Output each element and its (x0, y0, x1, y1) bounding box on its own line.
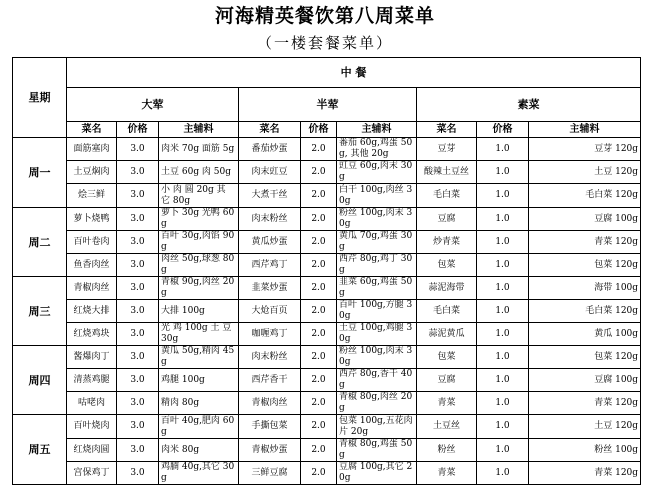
dish-big-price: 3.0 (117, 439, 159, 462)
dish-big-price: 3.0 (117, 346, 159, 369)
dish-veg-ingredients: 豆腐 100g (529, 208, 641, 231)
dish-veg-price: 1.0 (477, 161, 529, 184)
dish-veg-name: 豆腐 (417, 208, 477, 231)
dish-big-price: 3.0 (117, 161, 159, 184)
table-row (13, 369, 641, 392)
table-row (13, 161, 641, 184)
dish-half-price: 2.0 (301, 208, 337, 231)
dish-veg-price: 1.0 (477, 138, 529, 161)
column-header-price: 价格 (117, 122, 159, 138)
dish-veg-price: 1.0 (477, 231, 529, 254)
dish-big-ingredients: 萝卜 30g 光鸭 60g (159, 208, 239, 231)
dish-big-name: 红烧肉圆 (67, 439, 117, 462)
dish-veg-name: 毛白菜 (417, 184, 477, 208)
dish-big-price: 3.0 (117, 392, 159, 415)
column-header-ingredients: 主辅料 (337, 122, 417, 138)
dish-big-name: 宫保鸡丁 (67, 462, 117, 485)
dish-half-name: 青椒炒蛋 (239, 439, 301, 462)
dish-big-ingredients: 小 肉 圆 20g 其 它 80g (159, 184, 239, 208)
dish-big-name: 红烧大排 (67, 300, 117, 323)
dish-big-price: 3.0 (117, 462, 159, 485)
table-row (13, 462, 641, 485)
table-row (13, 323, 641, 346)
dish-half-ingredients: 豆腐 100g,其它 20g (337, 462, 417, 485)
dish-half-ingredients: 西芹 80g,香干 40g (337, 369, 417, 392)
dish-veg-name: 毛白菜 (417, 300, 477, 323)
table-row (13, 277, 641, 300)
dish-veg-name: 土豆丝 (417, 415, 477, 439)
dish-half-ingredients: 韭菜 60g,鸡蛋 50g (337, 277, 417, 300)
dish-big-ingredients: 青椒 90g,肉丝 20g (159, 277, 239, 300)
dish-veg-name: 青菜 (417, 462, 477, 485)
dish-veg-name: 包菜 (417, 254, 477, 277)
table-row (13, 415, 641, 439)
day-label: 周三 (13, 277, 67, 346)
dish-veg-ingredients: 青菜 120g (529, 231, 641, 254)
table-row (13, 392, 641, 415)
dish-half-ingredients: 粉丝 100g,肉末 30g (337, 346, 417, 369)
dish-big-price: 3.0 (117, 369, 159, 392)
column-header-price: 价格 (477, 122, 529, 138)
table-row (13, 254, 641, 277)
dish-big-price: 3.0 (117, 415, 159, 439)
dish-half-name: 大炝百页 (239, 300, 301, 323)
dish-veg-ingredients: 青菜 120g (529, 392, 641, 415)
dish-half-name: 手撕包菜 (239, 415, 301, 439)
dish-half-name: 黄瓜炒蛋 (239, 231, 301, 254)
dish-big-name: 面筋塞肉 (67, 138, 117, 161)
dish-veg-price: 1.0 (477, 300, 529, 323)
dish-veg-price: 1.0 (477, 184, 529, 208)
dish-veg-price: 1.0 (477, 462, 529, 485)
dish-veg-price: 1.0 (477, 208, 529, 231)
column-header-ingredients: 主辅料 (529, 122, 641, 138)
dish-veg-name: 酸辣土豆丝 (417, 161, 477, 184)
column-header-name: 菜名 (239, 122, 301, 138)
dish-veg-ingredients: 土豆 120g (529, 415, 641, 439)
dish-half-name: 肉末粉丝 (239, 208, 301, 231)
dish-half-price: 2.0 (301, 346, 337, 369)
dish-veg-name: 炒青菜 (417, 231, 477, 254)
dish-half-price: 2.0 (301, 462, 337, 485)
dish-half-price: 2.0 (301, 415, 337, 439)
dish-half-name: 番茄炒蛋 (239, 138, 301, 161)
dish-veg-ingredients: 粉丝 100g (529, 439, 641, 462)
dish-veg-ingredients: 黄瓜 100g (529, 323, 641, 346)
dish-big-price: 3.0 (117, 184, 159, 208)
dish-veg-ingredients: 包菜 120g (529, 254, 641, 277)
dish-veg-price: 1.0 (477, 415, 529, 439)
dish-big-price: 3.0 (117, 254, 159, 277)
dish-veg-ingredients: 包菜 120g (529, 346, 641, 369)
column-header-ingredients: 主辅料 (159, 122, 239, 138)
dish-big-ingredients: 百叶 30g,肉馅 90g (159, 231, 239, 254)
dish-half-ingredients: 包菜 100g,五花肉 片 20g (337, 415, 417, 439)
dish-half-name: 三鲜豆腐 (239, 462, 301, 485)
day-label: 周五 (13, 415, 67, 485)
dish-big-price: 3.0 (117, 300, 159, 323)
dish-veg-name: 豆芽 (417, 138, 477, 161)
dish-half-ingredients: 黄瓜 70g,鸡蛋 30g (337, 231, 417, 254)
dish-veg-name: 粉丝 (417, 439, 477, 462)
table-row (13, 208, 641, 231)
dish-half-price: 2.0 (301, 138, 337, 161)
dish-big-price: 3.0 (117, 323, 159, 346)
dish-half-price: 2.0 (301, 254, 337, 277)
dish-half-name: 西芹鸡丁 (239, 254, 301, 277)
dish-half-price: 2.0 (301, 277, 337, 300)
dish-veg-price: 1.0 (477, 323, 529, 346)
dish-veg-price: 1.0 (477, 392, 529, 415)
dish-big-name: 红烧鸡块 (67, 323, 117, 346)
table-row (13, 138, 641, 161)
dish-half-price: 2.0 (301, 300, 337, 323)
table-row (13, 439, 641, 462)
page-subtitle: （一楼套餐菜单） (256, 34, 393, 52)
dish-half-ingredients: 白干 100g,肉丝 30g (337, 184, 417, 208)
dish-veg-ingredients: 豆腐 100g (529, 369, 641, 392)
dish-big-name: 酱爆肉丁 (67, 346, 117, 369)
dish-half-ingredients: 青椒 80g,鸡蛋 50g (337, 439, 417, 462)
dish-half-price: 2.0 (301, 231, 337, 254)
dish-half-price: 2.0 (301, 184, 337, 208)
dish-veg-ingredients: 毛白菜 120g (529, 184, 641, 208)
dish-half-name: 咖喱鸡丁 (239, 323, 301, 346)
dish-half-name: 西芹香干 (239, 369, 301, 392)
dish-half-price: 2.0 (301, 323, 337, 346)
dish-half-name: 肉末粉丝 (239, 346, 301, 369)
dish-veg-price: 1.0 (477, 277, 529, 300)
dish-half-price: 2.0 (301, 392, 337, 415)
dish-big-name: 烩三鲜 (67, 184, 117, 208)
dish-veg-price: 1.0 (477, 346, 529, 369)
menu-table (12, 57, 641, 485)
column-header-name: 菜名 (67, 122, 117, 138)
dish-veg-price: 1.0 (477, 369, 529, 392)
dish-veg-name: 豆腐 (417, 369, 477, 392)
meal-header: 中 餐 (67, 58, 641, 88)
dish-veg-name: 蒜泥黄瓜 (417, 323, 477, 346)
dish-half-price: 2.0 (301, 369, 337, 392)
dish-big-name: 百叶卷肉 (67, 231, 117, 254)
dish-veg-ingredients: 豆芽 120g (529, 138, 641, 161)
category-header-veg: 素菜 (417, 88, 641, 122)
dish-big-ingredients: 肉丝 50g,球葱 80g (159, 254, 239, 277)
table-row (13, 300, 641, 323)
day-label: 周二 (13, 208, 67, 277)
category-header-half: 半荤 (239, 88, 417, 122)
dish-big-ingredients: 大排 100g (159, 300, 239, 323)
dish-half-ingredients: 西芹 80g,鸡丁 30g (337, 254, 417, 277)
dish-half-name: 青椒肉丝 (239, 392, 301, 415)
table-row (13, 184, 641, 208)
dish-big-name: 鱼香肉丝 (67, 254, 117, 277)
dish-big-name: 清蒸鸡腿 (67, 369, 117, 392)
column-header-name: 菜名 (417, 122, 477, 138)
dish-veg-ingredients: 毛白菜 120g (529, 300, 641, 323)
dish-half-name: 大煮干丝 (239, 184, 301, 208)
dish-big-ingredients: 百叶 40g,肥肉 60g (159, 415, 239, 439)
page-title: 河海精英餐饮第八周菜单 (214, 5, 435, 27)
dish-veg-name: 蒜泥海带 (417, 277, 477, 300)
dish-veg-ingredients: 海带 100g (529, 277, 641, 300)
dish-half-name: 肉末豇豆 (239, 161, 301, 184)
category-header-big: 大荤 (67, 88, 239, 122)
table-row (13, 231, 641, 254)
dish-half-price: 2.0 (301, 439, 337, 462)
dish-big-price: 3.0 (117, 277, 159, 300)
dish-big-ingredients: 肉米 70g 面筋 5g (159, 138, 239, 161)
dish-big-ingredients: 肉米 80g (159, 439, 239, 462)
day-column-header: 星期 (13, 58, 67, 138)
dish-big-ingredients: 精肉 80g (159, 392, 239, 415)
dish-half-ingredients: 土豆 100g,鸡腿 30g (337, 323, 417, 346)
dish-big-name: 土豆焖肉 (67, 161, 117, 184)
dish-big-price: 3.0 (117, 208, 159, 231)
dish-veg-price: 1.0 (477, 439, 529, 462)
dish-veg-price: 1.0 (477, 254, 529, 277)
dish-big-ingredients: 黄瓜 50g,精肉 45g (159, 346, 239, 369)
dish-big-ingredients: 鸡腿 100g (159, 369, 239, 392)
dish-veg-name: 包菜 (417, 346, 477, 369)
dish-big-ingredients: 光 鸡 100g 土 豆 30g (159, 323, 239, 346)
dish-veg-name: 青菜 (417, 392, 477, 415)
dish-big-price: 3.0 (117, 231, 159, 254)
dish-big-name: 萝卜烧鸭 (67, 208, 117, 231)
dish-half-ingredients: 百叶 100g,方腿 30g (337, 300, 417, 323)
dish-big-ingredients: 土豆 60g 肉 50g (159, 161, 239, 184)
dish-big-ingredients: 鸡腩 40g,其它 30g (159, 462, 239, 485)
dish-half-price: 2.0 (301, 161, 337, 184)
dish-half-ingredients: 豇豆 60g,肉末 30g (337, 161, 417, 184)
dish-big-name: 青椒肉丝 (67, 277, 117, 300)
dish-half-ingredients: 番茄 60g,鸡蛋 50g, 其他 20g (337, 138, 417, 161)
table-row (13, 346, 641, 369)
dish-big-name: 百叶烧肉 (67, 415, 117, 439)
dish-half-name: 韭菜炒蛋 (239, 277, 301, 300)
dish-big-name: 咕咾肉 (67, 392, 117, 415)
day-label: 周一 (13, 138, 67, 208)
day-label: 周四 (13, 346, 67, 415)
dish-veg-ingredients: 青菜 120g (529, 462, 641, 485)
dish-veg-ingredients: 土豆 120g (529, 161, 641, 184)
column-header-price: 价格 (301, 122, 337, 138)
dish-big-price: 3.0 (117, 138, 159, 161)
dish-half-ingredients: 青椒 80g,肉丝 20g (337, 392, 417, 415)
dish-half-ingredients: 粉丝 100g,肉末 30g (337, 208, 417, 231)
